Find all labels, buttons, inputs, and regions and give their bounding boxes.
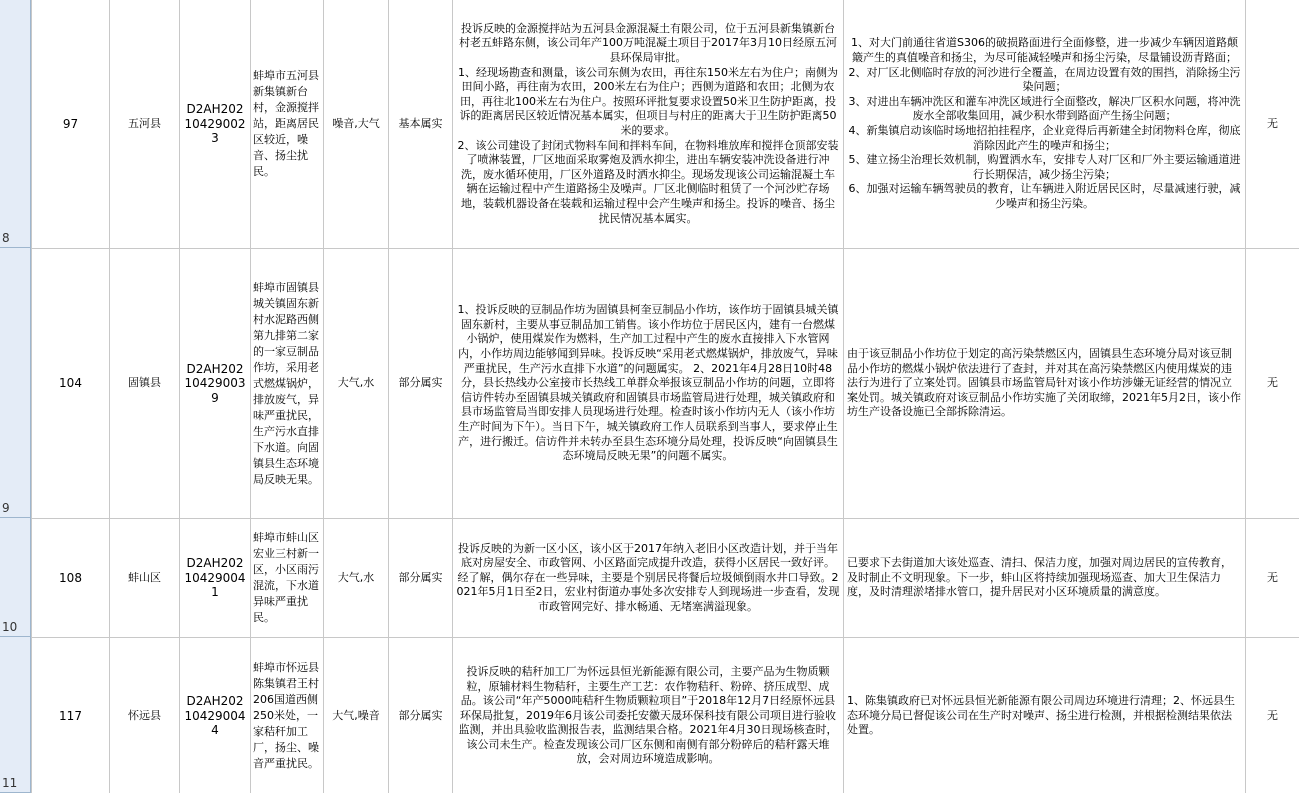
code-cell[interactable]: D2AH202104290039 (180, 249, 251, 519)
table-row (32, 638, 1299, 793)
investigation-paragraph: 1、经现场勘查和测量，该公司东侧为农田，再往东150米左右为住户；南侧为田间小路，再往南为农田，200米左右为住户；西侧为道路和农田；北侧为农田，再往北100米左右为住户。按照环评批复要求设置50米卫生防护距离，投诉的距离居民区较近情况基本属实，但项目与村庄的距离大于卫生防护距离50米的要求。 (458, 65, 838, 137)
code-cell[interactable]: D2AH202104290041 (180, 519, 251, 638)
row-header[interactable]: 9 (0, 248, 30, 518)
pollution-type-cell[interactable]: 噪音,大气 (324, 0, 389, 249)
handling-cell[interactable] (844, 638, 1246, 793)
handling-paragraph: 1、对大门前通往省道S306的破损路面进行全面修整，进一步减少车辆因道路颠簸产生的真值噪音和扬尘，为尽可能减轻噪声和扬尘污染，尽量铺设沥青路面； (851, 36, 1238, 65)
handling-paragraph: 4、新集镇启动该临时场地招拍挂程序，企业竞得后再新建全封闭物料仓库，彻底消除因此产生的噪声和扬尘； (848, 124, 1241, 152)
verdict-cell[interactable]: 基本属实 (389, 0, 453, 249)
county-cell[interactable]: 蚌山区 (110, 519, 180, 638)
table-row (32, 0, 1299, 249)
handling-paragraph: 6、加强对运输车辆驾驶员的教育，让车辆进入附近居民区时，尽量减速行驶，减少噪声和扬尘污染。 (848, 182, 1241, 210)
investigation-cell[interactable] (453, 519, 844, 638)
location-cell[interactable]: 蚌埠市怀远县陈集镇君王村206国道西侧250米处，一家秸秆加工厂，扬尘、噪音严重扰民。 (251, 638, 324, 793)
row-header-column (0, 0, 31, 793)
accountability-cell[interactable]: 无 (1246, 519, 1299, 638)
location-cell[interactable]: 蚌埠市蚌山区宏业三村新一区，小区雨污混流，下水道异味严重扰民。 (251, 519, 324, 638)
handling-paragraph: 1、陈集镇政府已对怀远县恒光新能源有限公司周边环境进行清理；2、怀远县生态环境分局已督促该公司在生产时对噪声、扬尘进行检测，并根据检测结果依法处置。 (847, 694, 1235, 737)
complaint-table (31, 0, 1299, 793)
county-cell[interactable]: 怀远县 (110, 638, 180, 793)
location-cell[interactable]: 蚌埠市五河县新集镇新台村，金源搅拌站，距离居民区较近，噪音、扬尘扰民。 (251, 0, 324, 249)
handling-cell[interactable] (844, 249, 1246, 519)
verdict-cell[interactable]: 部分属实 (389, 519, 453, 638)
pollution-type-cell[interactable]: 大气,水 (324, 249, 389, 519)
table-row (32, 249, 1299, 519)
accountability-cell[interactable]: 无 (1246, 638, 1299, 793)
investigation-paragraph: 1、投诉反映的豆制品作坊为固镇县柯奎豆制品小作坊，该作坊于固镇县城关镇固东新村，主要从事豆制品加工销售。该小作坊位于居民区内，建有一台燃煤小锅炉，使用煤炭作为燃料，生产加工过程中产生的废水直接排入下水管网内，小作坊周边能够闻到异味。投诉反映“采用老式燃煤锅炉，排放废气，异味严重扰民，生产污水直排下水道”的问题属实。 2、2021年4月28日10时48分，县长热线办公室接市长热线工单群众举报该豆制品小作坊的问题，立即将信访件转办至固镇县城关镇政府和固镇县市场监管局进行处理，城关镇政府和县市场监管局当即安排人员现场进行处理。检查时该小作坊内无人（该小作坊生产时间为下午）。当日下午，城关镇政府工作人员联系到当事人，要求停止生产，进行搬迁。信访件并未转办至县生态环境分局处理，投诉反映“向固镇县生态环境局反映无果”的问题不属实。 (457, 303, 839, 463)
investigation-paragraph: 2、该公司建设了封闭式物料车间和拌料车间，在物料堆放库和搅拌仓顶部安装了喷淋装置，厂区地面采取雾炮及洒水抑尘，进出车辆安装冲洗设备进行冲洗，废水循环使用，厂区外道路及时洒水抑尘。现场发现该公司运输混凝土车辆在运输过程中产生道路扬尘及噪声。厂区北侧临时租赁了一个河沙贮存场地，装载机器设备在装载和运输过程中会产生噪声和扬尘。投诉的噪音、扬尘扰民情况基本属实。 (457, 138, 839, 225)
investigation-cell[interactable] (453, 249, 844, 519)
investigation-cell[interactable] (453, 638, 844, 793)
handling-cell[interactable] (844, 519, 1246, 638)
seq-cell[interactable]: 108 (32, 519, 110, 638)
county-cell[interactable]: 固镇县 (110, 249, 180, 519)
code-cell[interactable]: D2AH202104290044 (180, 638, 251, 793)
accountability-cell[interactable]: 无 (1246, 0, 1299, 249)
code-cell[interactable]: D2AH202104290023 (180, 0, 251, 249)
table-row (32, 519, 1299, 638)
investigation-paragraph: 投诉反映的为新一区小区，该小区于2017年纳入老旧小区改造计划，并于当年底对房屋安全、市政管网、小区路面完成提升改造，获得小区居民一致好评。经了解，偶尔存在一些异味，主要是个别居民将餐后垃圾倾倒雨水井口导致。2021年5月1日至2日，宏业村街道办事处多次安排专人到现场进一步查看，发现市政管网完好、排水畅通、无堵塞满溢现象。 (456, 541, 840, 613)
pollution-type-cell[interactable]: 大气,噪音 (324, 638, 389, 793)
handling-paragraph: 3、对进出车辆冲洗区和灌车冲洗区域进行全面整改，解决厂区积水问题，将冲洗废水全部收集回用，减少积水带到路面产生扬尘问题； (848, 94, 1241, 123)
accountability-cell[interactable]: 无 (1246, 249, 1299, 519)
row-header[interactable]: 11 (0, 637, 30, 793)
seq-cell[interactable]: 117 (32, 638, 110, 793)
investigation-cell[interactable] (453, 0, 844, 249)
seq-cell[interactable]: 97 (32, 0, 110, 249)
verdict-cell[interactable]: 部分属实 (389, 249, 453, 519)
seq-cell[interactable]: 104 (32, 249, 110, 519)
investigation-paragraph: 投诉反映的金源搅拌站为五河县金源混凝土有限公司，位于五河县新集镇新台村老五蚌路东侧，该公司年产100万吨混凝土项目于2017年3月10日经原五河县环保局审批。 (459, 21, 837, 65)
investigation-paragraph: 投诉反映的秸秆加工厂为怀远县恒光新能源有限公司，主要产品为生物质颗粒，原辅材料生物秸秆，主要生产工艺：农作物秸秆、粉碎、挤压成型、成品。该公司“年产5000吨秸秆生物质颗粒项目”于2018年12月7日经原怀远县环保局批复，2019年6月该公司委托安徽天晟环保科技有限公司项目进行验收监测，并出具验收监测报告表，监测结果合格。2021年4月30日现场核查时，该公司未生产。检查发现该公司厂区东侧和南侧有部分粉碎后的秸秆露天堆放，会对周边环境造成影响。 (458, 664, 838, 766)
handling-paragraph: 已要求下去街道加大该处巡查、清扫、保洁力度，加强对周边居民的宣传教育，及时制止不文明现象。下一步，蚌山区将持续加强现场巡查、加大卫生保洁力度，及时清理淤堵排水管口，提升居民对小区环境质量的满意度。 (847, 556, 1232, 599)
county-cell[interactable]: 五河县 (110, 0, 180, 249)
verdict-cell[interactable]: 部分属实 (389, 638, 453, 793)
handling-paragraph: 2、对厂区北侧临时存放的河沙进行全覆盖，在周边设置有效的围挡，消除扬尘污染问题； (848, 65, 1241, 94)
row-header[interactable]: 8 (0, 0, 30, 248)
handling-cell[interactable] (844, 0, 1246, 249)
row-header[interactable]: 10 (0, 518, 30, 637)
handling-paragraph: 5、建立扬尘治理长效机制，购置洒水车，安排专人对厂区和厂外主要运输通道进行长期保洁，减少扬尘污染； (848, 153, 1241, 181)
pollution-type-cell[interactable]: 大气,水 (324, 519, 389, 638)
handling-paragraph: 由于该豆制品小作坊位于划定的高污染禁燃区内，固镇县生态环境分局对该豆制品小作坊的燃煤小锅炉依法进行了查封，并对其在高污染禁燃区内使用煤炭的违法行为进行了立案处罚。固镇县市场监管局针对该小作坊涉嫌无证经营的情况立案处罚。城关镇政府对该豆制品小作坊实施了关闭取缔，2021年5月2日，该小作坊生产设备设施已全部拆除清运。 (847, 347, 1241, 419)
location-cell[interactable]: 蚌埠市固镇县城关镇固东新村水泥路西侧第九排第二家的一家豆制品作坊，采用老式燃煤锅炉，排放废气，异味严重扰民，生产污水直排下水道。向固镇县生态环境局反映无果。 (251, 249, 324, 519)
